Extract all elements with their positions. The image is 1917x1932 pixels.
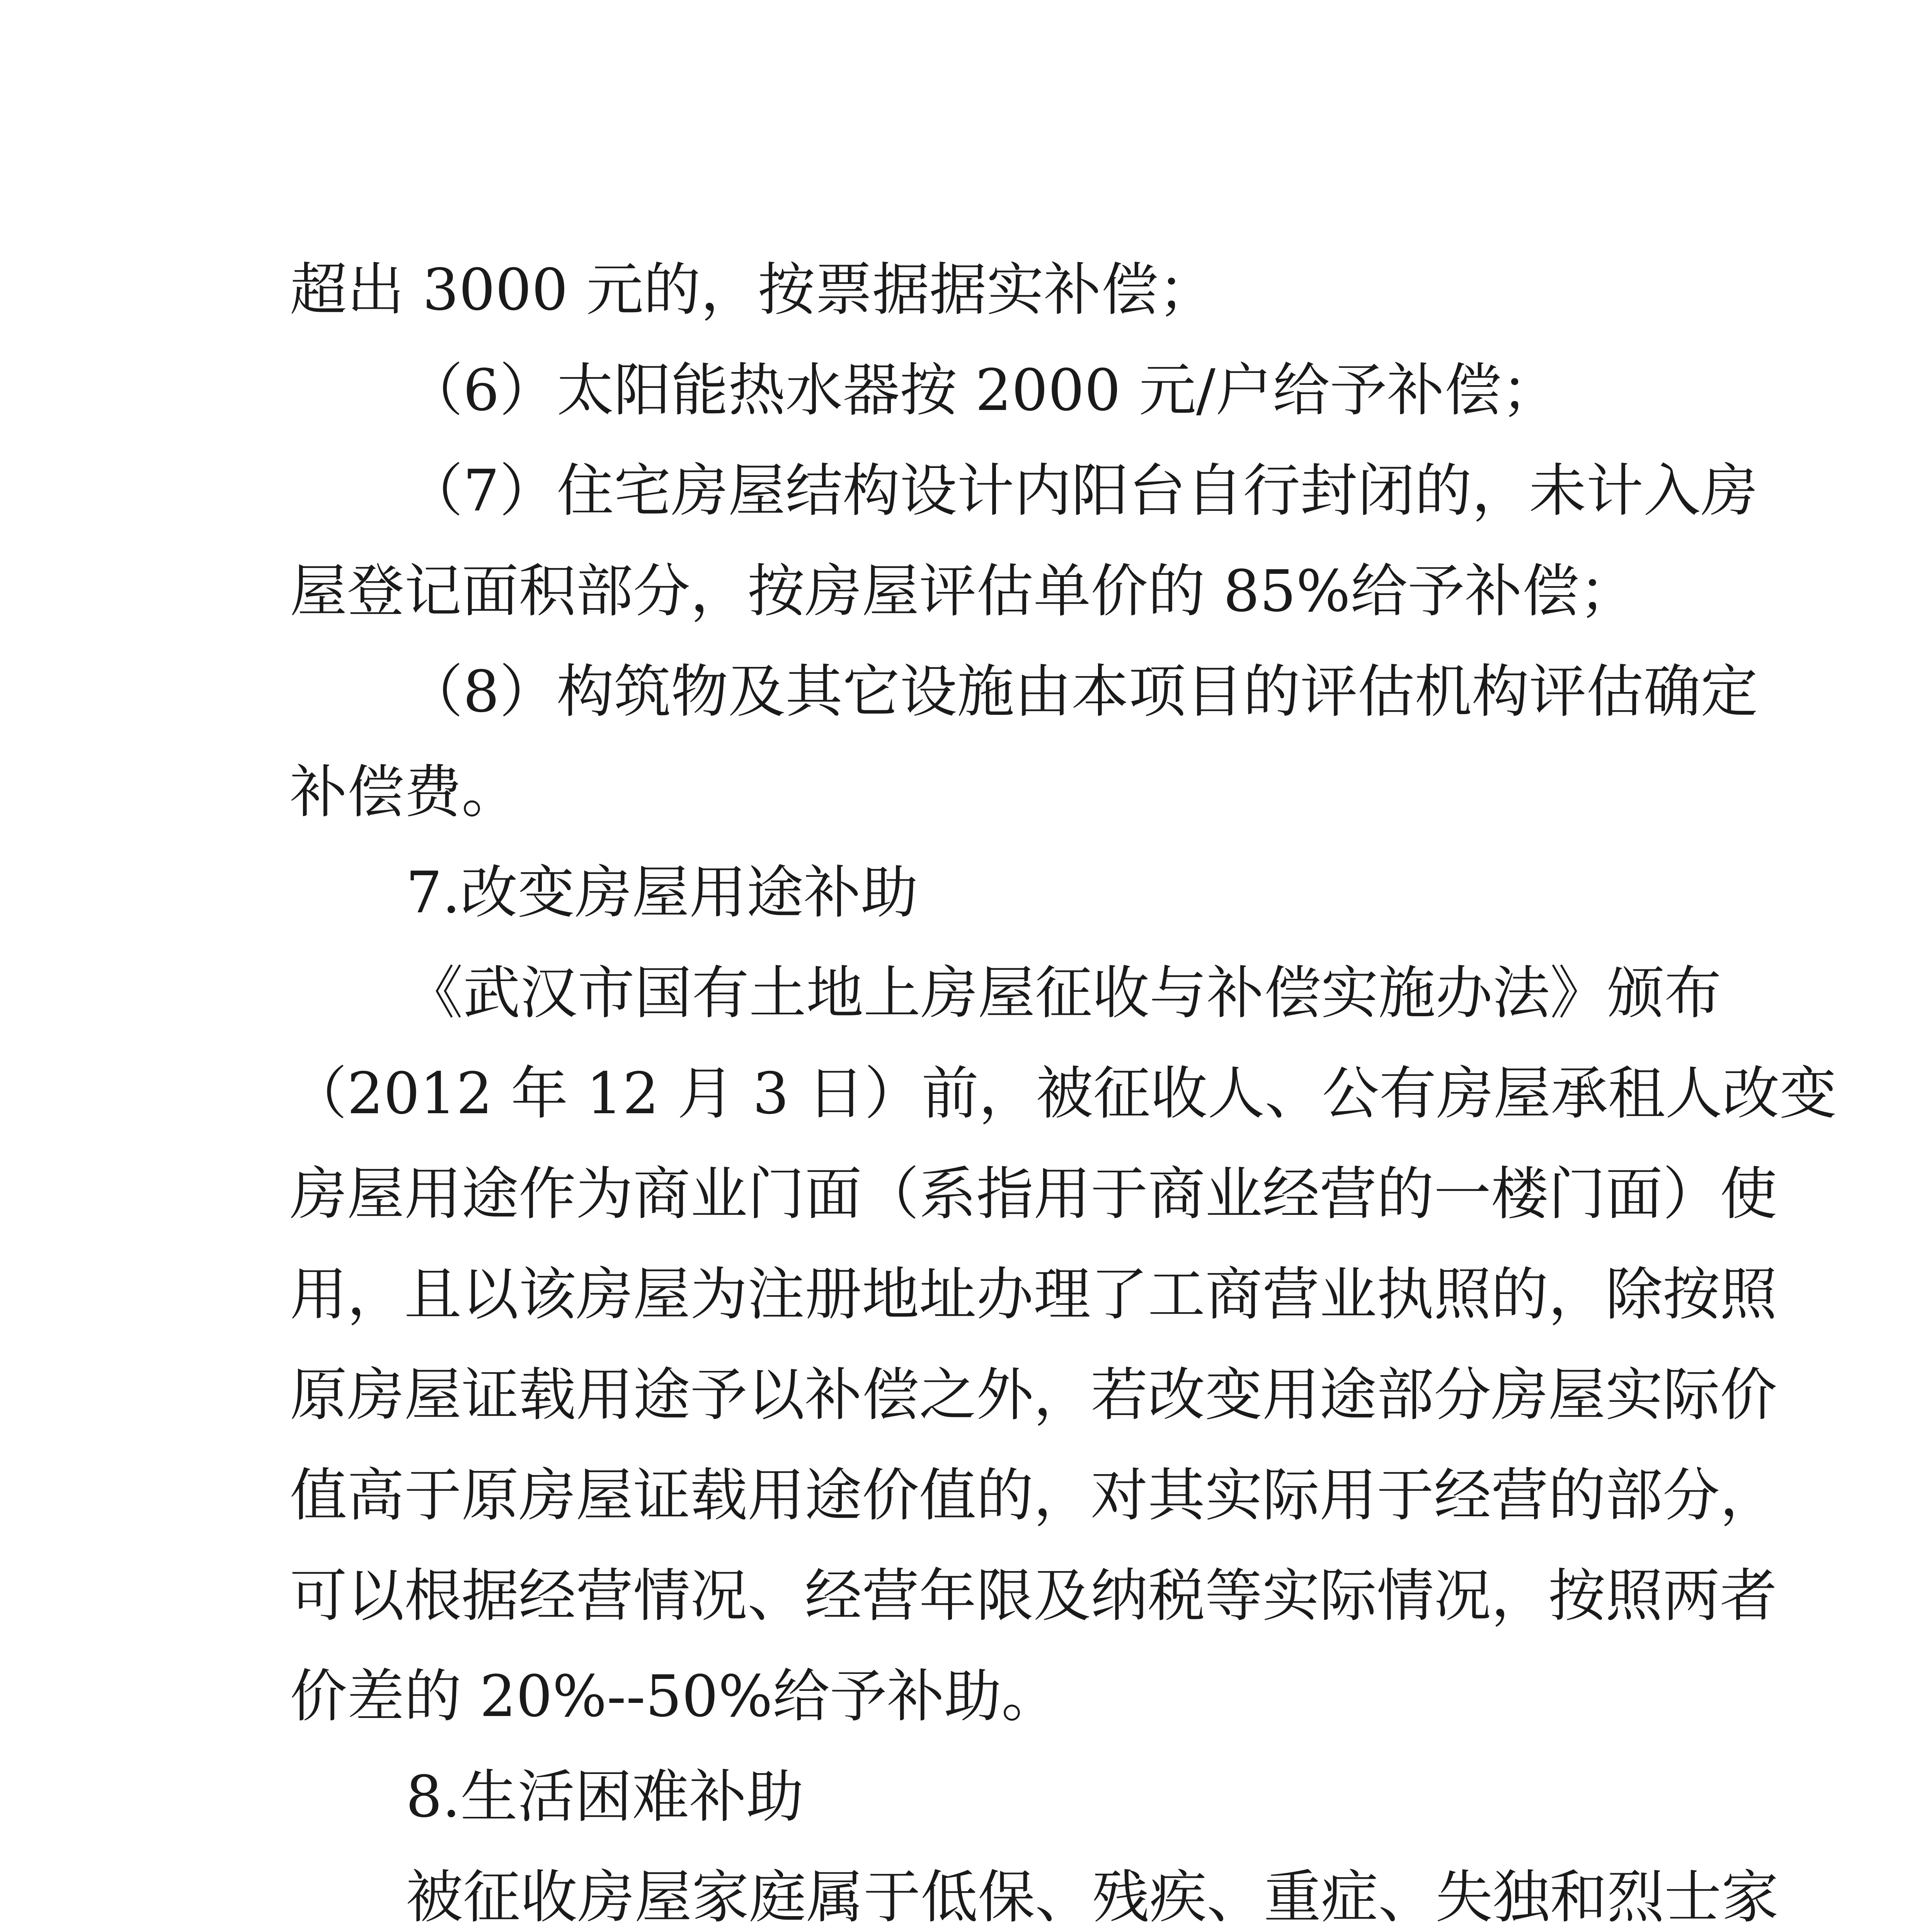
- section-heading-8: 8.生活困难补助: [406, 1764, 804, 1830]
- text-line-13: 值高于原房屋证载用途价值的，对其实际用于经营的部分，: [290, 1462, 1777, 1529]
- text-line-5: （8）构筑物及其它设施由本项目的评估机构评估确定: [406, 658, 1758, 725]
- text-line-10: 房屋用途作为商业门面（系指用于商业经营的一楼门面）使: [290, 1161, 1777, 1227]
- text-line-8: 《武汉市国有土地上房屋征收与补偿实施办法》颁布: [406, 960, 1721, 1026]
- text-line-12: 原房屋证载用途予以补偿之外，若改变用途部分房屋实际价: [290, 1362, 1777, 1428]
- text-line-14: 可以根据经营情况、经营年限及纳税等实际情况，按照两者: [290, 1563, 1777, 1629]
- text-line-4: 屋登记面积部分，按房屋评估单价的 85%给予补偿；: [290, 558, 1636, 624]
- text-line-15: 价差的 20%--50%给予补助。: [290, 1663, 1059, 1730]
- text-line-11: 用，且以该房屋为注册地址办理了工商营业执照的，除按照: [290, 1261, 1777, 1328]
- text-line-9: （2012 年 12 月 3 日）前，被征收人、公有房屋承租人改变: [290, 1060, 1837, 1127]
- text-line-3: （7）住宅房屋结构设计内阳台自行封闭的，未计入房: [406, 457, 1758, 524]
- text-line-1: 超出 3000 元的，按票据据实补偿；: [290, 257, 1216, 323]
- text-line-17: 被征收房屋家庭属于低保、残疾、重症、失独和烈士家: [406, 1864, 1779, 1930]
- text-line-6: 补偿费。: [290, 759, 519, 825]
- section-heading-7: 7.改变房屋用途补助: [406, 859, 918, 926]
- text-line-2: （6）太阳能热水器按 2000 元/户给予补偿；: [406, 357, 1559, 423]
